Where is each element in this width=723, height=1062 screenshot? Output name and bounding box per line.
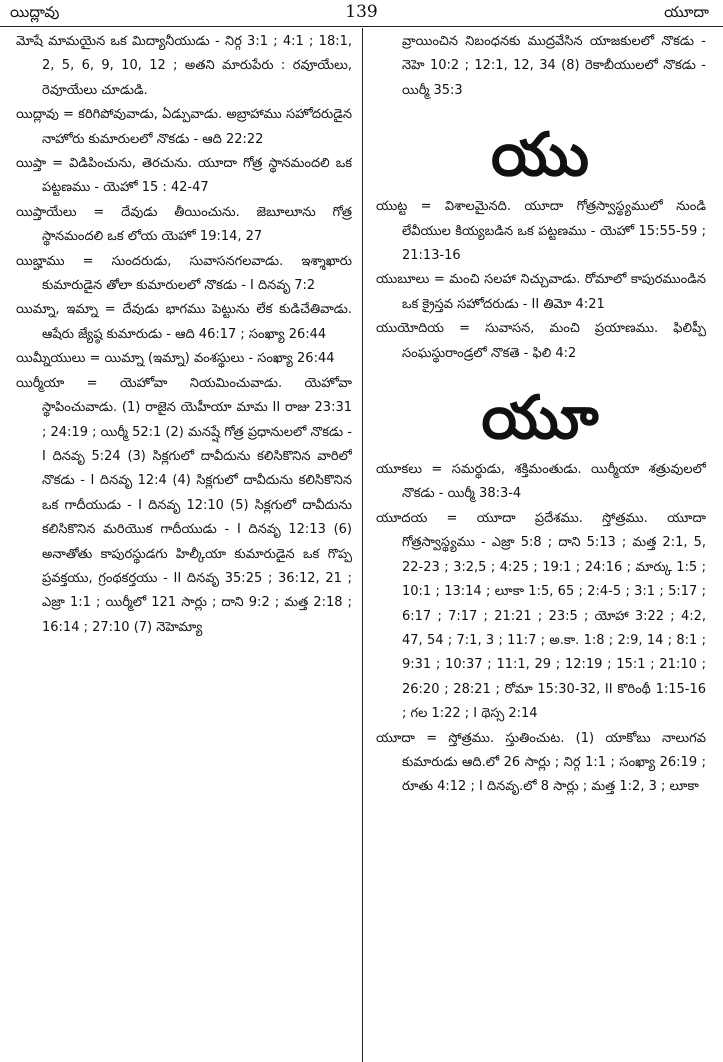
dictionary-entry: యిప్తా = విడిపించును, తెరచును. యూదా గోత్ర స్థానమందలి ఒక పట్టణము - యెహో 15 : 42-47: [16, 156, 352, 196]
dictionary-entry: యిమ్నీయులు = యిమ్నా (ఇమ్నా) వంశస్థులు - సంఖ్యా 26:44: [16, 351, 335, 367]
dictionary-entry: యిబ్హాము = సుందరుడు, సువాసనగలవాడు. ఇశ్శాఖారు కుమారుడైన తోలా కుమారులలో నొకడు - I దినవృ 7:2: [16, 253, 352, 294]
dictionary-entry: యిర్మీయా = యెహోవా నియమించువాడు. యెహోవా స్థాపించువాడు. (1) రాజైన యెహీయా మామ II రాజు 23:31 ; 24:19 ; యిర్మీ 52:1 (2) మనష్షే గోత్ర ప్రధానులలో నొకడు - I దినవృ 5:24 (3) సిక్లగులో దావీదును కలిసికొనిన వారిలో నొకడు - I దినవృ 12:4 (4) సిక్లగులో దావీదును కలిసికొనిన ఒక గాదీయుడు - I దినవృ 12:10 (5) సిక్లగులో దావీదును కలిసికొనిన మరియొక గాదీయుడు - I దినవృ 12:13 (6) అనాతోతు కాపురస్థుడగు హిల్కీయా కుమారుడైన ఒక గొప్ప ప్రవక్తయు, గ్రంథకర్తయు - II దినవృ 35:25 ; 36:12, 21 ; ఎజ్రా 1:1 ; యిర్మీలో 121 సార్లు ; దాని 9:2 ; మత్త 2:18 ; 16:14 ; 27:10 (7) నెహెమ్యా: [16, 375, 352, 635]
dictionary-entry: యిమ్నా, ఇమ్నా = దేవుడు భాగము పెట్టును లేక కుడిచేతివాడు. ఆషేరు జ్యేష్ఠ కుమారుడు - ఆది 46:17 ; సంఖ్యా 26:44: [16, 302, 352, 342]
section-heading-yu: యు: [491, 120, 591, 191]
dictionary-entry: యిద్లావు = కరిగిపోవువాడు, ఏడ్పువాడు. అబ్రాహాము సహోదరుడైన నాహోరు కుమారులలో నొకడు - ఆది 22:22: [16, 107, 352, 147]
continued-entry: వ్రాయించిన నిబంధనకు ముద్రవేసిన యాజకులలో నొకడు - నెహె 10:2 ; 12:1, 12, 34 (8) రెకాబీయులలో నొకడు - యిర్మీ 35:3: [402, 34, 706, 98]
dictionary-entry: యూదా = స్తోత్రము. స్తుతించుట. (1) యాకోబు నాలుగవ కుమారుడు ఆది.లో 26 సార్లు ; నిర్గ 1:1 ; సంఖ్యా 26:19 ; రూతు 4:12 ; I దినవృ.లో 8 సార్లు ; మత్త 1:2, 3 ; లూకా: [376, 730, 706, 795]
dictionary-entry: యుయోదియ = సువాసన, మంచి ప్రయాణము. ఫిలిప్పీ సంఘస్థురాండ్రలో నొకతె - ఫిలి 4:2: [376, 321, 706, 361]
dictionary-entry: యుట్ట = విశాలమైనది. యూదా గోత్రస్వాస్థ్యములో నుండి లేవీయుల కియ్యబడిన ఒక పట్టణము - యెహో 15:55-59 ; 21:13-16: [376, 199, 706, 264]
dictionary-entry: యుబూలు = మంచి సలహా నిచ్చువాడు. రోమాలో కాపురముండిన ఒక క్రైస్తవ సహోదరుడు - II తిమో 4:21: [376, 272, 706, 312]
dictionary-entry: యిప్తాయేలు = దేవుడు తీయించును. జెబూలూను గోత్ర స్థానమందలి ఒక లోయ యెహో 19:14, 27: [16, 204, 352, 245]
dictionary-entry: యూకలు = సమర్థుడు, శక్తిమంతుడు. యిర్మీయా శత్రువులలో నొకడు - యిర్మీ 38:3-4: [376, 462, 706, 502]
column-divider: [362, 28, 363, 1062]
page-header: [0, 0, 723, 27]
dictionary-entry: యూదయ = యూదా ప్రదేశము. స్తోత్రము. యూదా గోత్రస్వాస్థ్యము - ఎజ్రా 5:8 ; దాని 5:13 ; మత్త 2:1, 5, 22-23 ; 3:2,5 ; 4:25 ; 19:1 ; 24:16 ; మార్కు 1:5 ; 10:1 ; 13:14 ; లూకా 1:5, 65 ; 2:4-5 ; 3:1 ; 5:17 ; 6:17 ; 7:17 ; 21:21 ; 23:5 ; యోహా 3:22 ; 4:2, 47, 54 ; 7:1, 3 ; 11:7 ; అ.కా. 1:8 ; 2:9, 14 ; 8:1 ; 9:31 ; 10:37 ; 11:1, 29 ; 12:19 ; 15:1 ; 21:10 ; 26:20 ; 28:21 ; రోమా 15:30-32, II కొరింథీ 1:15-16 ; గల 1:22 ; I థెస్స 2:14: [376, 510, 706, 722]
left-column: [16, 30, 352, 1060]
section-heading-yuu: యూ: [481, 383, 601, 454]
header-left-guide-word: యిద్లావు: [10, 3, 60, 21]
page-number: 139: [345, 2, 378, 22]
header-right-guide-word: యూదా: [664, 3, 709, 21]
dictionary-entry: మోషే మామయైన ఒక మిద్యానీయుడు - నిర్గ 3:1 ; 4:1 ; 18:1, 2, 5, 6, 9, 10, 12 ; అతని మారుపేరు : రవూయేలు, రెవూయేలు చూడుడి.: [16, 34, 352, 98]
right-column: [376, 30, 706, 1060]
